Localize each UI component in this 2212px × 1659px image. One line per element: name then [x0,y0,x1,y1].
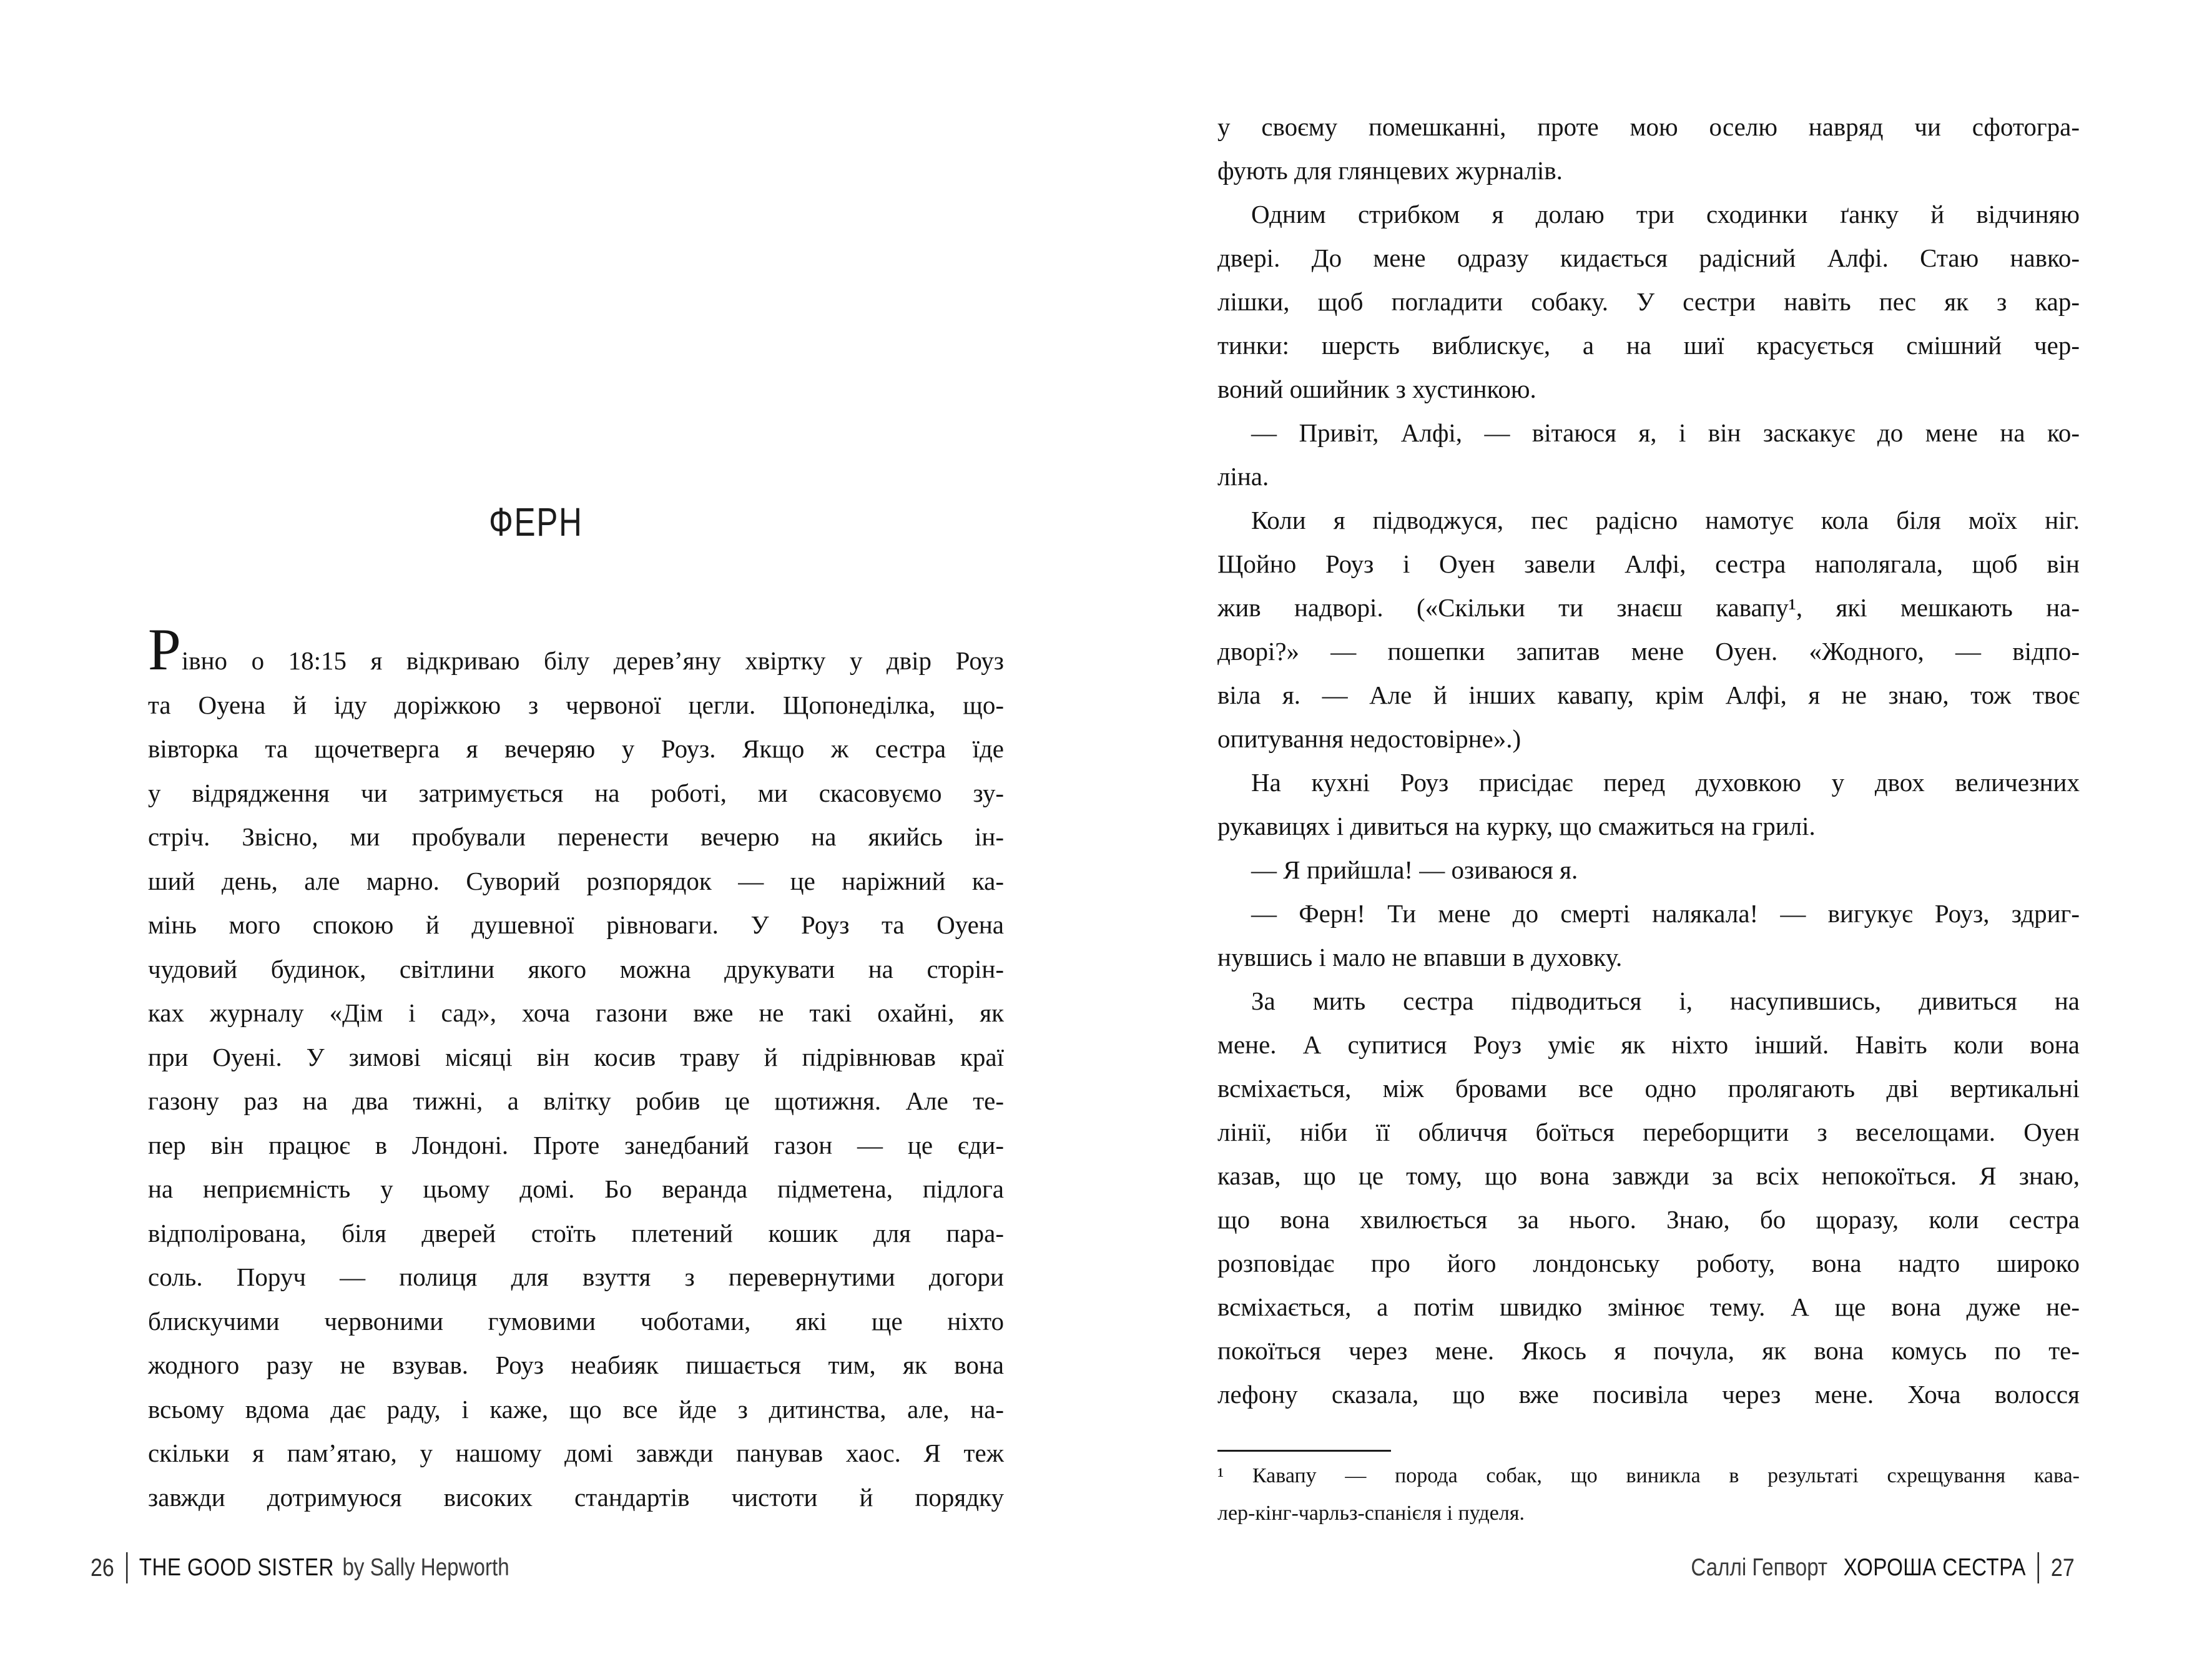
text-line: покоїться через мене. Якось я почула, як вона комусь по те- [1217,1336,2080,1365]
text-line: Одним стрибком я долаю три сходинки ґанку й відчиняю [1251,200,2080,229]
text-line: завжди дотримуюся високих стандартів чистоти й порядку [148,1482,1004,1512]
book-title: THE GOOD SISTER [139,1554,334,1581]
text-line: ках журналу «Дім і сад», хоча газони вже не такі охайні, як [148,998,1004,1027]
drop-cap: Р [148,616,182,682]
right-page-body-text [1217,105,2080,1416]
footer-divider [2038,1552,2040,1583]
text-line: всьому вдома дає раду, і каже, що все йде з дитинства, але, на- [148,1394,1004,1424]
text-line: скільки я пам’ятаю, у нашому домі завжди панував хаос. Я теж [148,1439,1004,1467]
text-line: лер-кінг-чарльз-спанієля і пуделя. [1217,1502,1525,1525]
text-line: газону раз на два тижні, а влітку робив це щотижня. Але те- [148,1086,1004,1115]
text-line: при Оуені. У зимові місяці він косив траву й підрівнював краї [148,1042,1004,1071]
text-line: всміхається, а потім швидко змінює тему. А ще вона дуже не- [1217,1292,2080,1321]
page-number: 27 [2051,1553,2075,1582]
text-line: — Я прийшла! — озиваюся я. [1251,855,1578,884]
text-line: — Ферн! Ти мене до смерті налякала! — вигукує Роуз, здриг- [1251,899,2080,928]
text-line: всміхається, між бровами все одно пролягають дві вертикальні [1217,1074,2080,1103]
text-line: мінь мого спокою й душевної рівноваги. У Роуз та Оуена [148,910,1004,939]
text-line: мене. А супитися Роуз уміє як ніхто інший. Навіть коли вона [1217,1030,2080,1059]
text-line: стріч. Звісно, ми пробували перенести вечерю на якийсь ін- [148,822,1004,851]
text-line: пер він працює в Лондоні. Проте занедбаний газон — це єди- [148,1130,1004,1159]
text-line: ¹ Кавапу — порода собак, що виникла в результаті схрещування кава- [1217,1464,2080,1487]
text-line: на неприємність у цьому домі. Бо веранда підметена, підлога [148,1174,1004,1203]
text-line: блискучими червоними гумовими чоботами, які ще ніхто [148,1306,1004,1336]
text-line: жодного разу не взував. Роуз неабияк пишається тим, як вона [148,1351,1004,1379]
text-line: та Оуена й іду доріжкою з червоної цегли. Щопонеділка, що- [148,690,1004,719]
footnote [1217,1457,2080,1532]
text-line: Рівно о 18:15 я відкриваю білу дерев’яну хвіртку у двір Роуз [148,616,1004,682]
text-line: чудовий будинок, світлини якого можна друкувати на сторін- [148,954,1004,983]
text-line: тинки: шерсть виблискує, а на шиї красується смішний чер- [1217,331,2080,360]
author-byline: by Sally Hepworth [342,1554,509,1581]
text-line: казав, що це тому, що вона завжди за всіх непокоїться. Я знаю, [1217,1161,2080,1190]
text-line: вівторка та щочетверга я вечеряю у Роуз. Якщо ж сестра їде [148,734,1004,763]
text-line: Коли я підводжуся, пес радісно намотує кола біля моїх ніг. [1251,506,2080,534]
text-line: лішки, щоб погладити собаку. У сестри навіть пес як з кар- [1217,287,2080,316]
text-line: Щойно Роуз і Оуен завели Алфі, сестра наполягала, щоб він [1217,549,2080,578]
text-line: ліна. [1217,462,1269,491]
author-name: Саллі Гепворт [1691,1554,1828,1581]
text-line: у відрядження чи затримується на роботі, ми скасовуємо зу- [148,778,1004,807]
text-line: у своєму помешканні, проте мою оселю навряд чи сфотогра- [1217,112,2080,141]
text-line: — Привіт, Алфі, — вітаюся я, і він заскакує до мене на ко- [1251,418,2080,447]
text-line: лінії, ніби її обличчя боїться переборщити з веселощами. Оуен [1217,1118,2080,1146]
text-line: фують для глянцевих журналів. [1217,156,1563,185]
page-number: 26 [91,1553,114,1582]
book-title: ХОРОША СЕСТРА [1843,1554,2027,1581]
text-line: дворі?» — пошепки запитав мене Оуен. «Жодного, — відпо- [1217,637,2080,666]
text-line: що вона хвилюється за нього. Знаю, бо щоразу, коли сестра [1217,1205,2080,1234]
text-line: ший день, але марно. Суворий розпорядок — це наріжний ка- [148,866,1004,895]
text-line: нувшись і мало не впавши в духовку. [1217,943,1623,972]
text-line: жив надворі. («Скільки ти знаєш кавапу¹, які мешкають на- [1217,593,2080,622]
right-page-footer [1691,1550,2075,1586]
text-line: опитування недостовірне».) [1217,724,1521,753]
text-line: відполірована, біля дверей стоїть плетений кошик для пара- [148,1218,1004,1248]
chapter-title: ФЕРН [489,500,583,544]
text-line: рукавицях і дивиться на курку, що смажиться на грилі. [1217,812,1816,840]
text-line: лефону сказала, що вже посивіла через мене. Хоча волосся [1217,1380,2080,1409]
text-line: віла я. — Але й інших кавапу, крім Алфі, я не знаю, тож твоє [1217,681,2080,709]
text-line: За мить сестра підводиться і, насупившись, дивиться на [1251,987,2080,1015]
text-line: розповідає про його лондонську роботу, вона надто широко [1217,1249,2080,1277]
text-line: соль. Поруч — полиця для взуття з перевернутими догори [148,1263,1004,1291]
text-line: двері. До мене одразу кидається радісний Алфі. Стаю навко- [1217,244,2080,272]
text-line: воний ошийник з хустинкою. [1217,375,1536,403]
text-line: На кухні Роуз присідає перед духовкою у двох величезних [1251,768,2080,797]
footnote-rule [1217,1450,1391,1452]
